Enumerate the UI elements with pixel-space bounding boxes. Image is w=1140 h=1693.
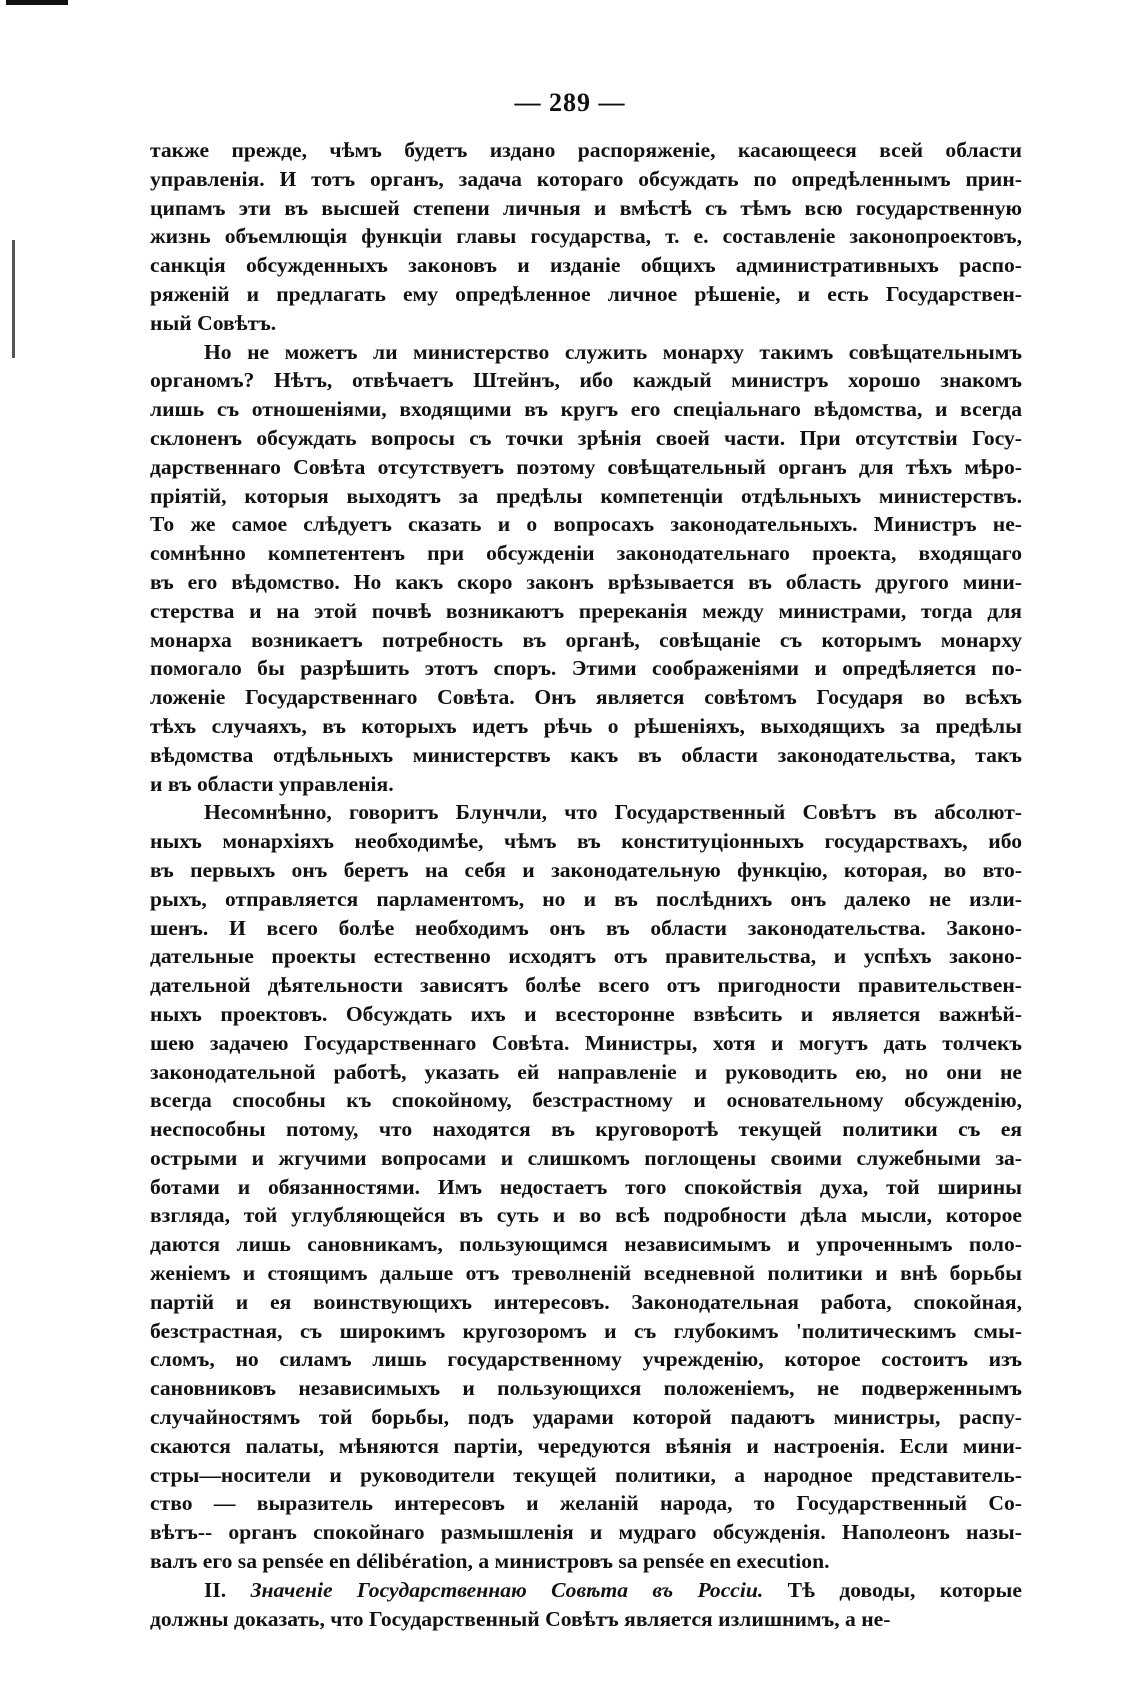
text-line: ство — выразитель интересовъ и желаній народа, то Государственный Со- <box>150 1491 1022 1516</box>
text-line: ботами и обязанностями. Имъ недостаетъ того спокойствія духа, той ширины <box>150 1174 1022 1199</box>
text-line: острыми и жгучими вопросами и слишкомъ поглощены своими служебными за- <box>150 1145 1022 1170</box>
text-line: ряженій и предлагать ему опредѣленное личное рѣшеніе, и есть Государствен- <box>150 281 1022 306</box>
text-line: ный Совѣтъ. <box>150 310 277 335</box>
text-line: стерства и на этой почвѣ возникаютъ пререканія между министрами, тогда для <box>150 598 1022 623</box>
text-line: въ его вѣдомство. Но какъ скоро законъ врѣзывается въ область другого мини- <box>150 569 1022 594</box>
text-line: ныхъ проектовъ. Обсуждать ихъ и всесторонне взвѣсить и является важнѣй- <box>150 1001 1022 1026</box>
section-title: Значеніе Государственнаю Совѣта въ Россіи. <box>250 1577 764 1602</box>
text-line: стры—носители и руководители текущей политики, а народное представитель- <box>150 1462 1022 1487</box>
section-number: II. <box>204 1577 227 1602</box>
text-line: даются лишь сановникамъ, пользующимся независимымъ и упроченнымъ поло- <box>150 1232 1022 1257</box>
text-line: рыхъ, отправляется парламентомъ, но и въ послѣднихъ онъ далеко не изли- <box>150 886 1022 911</box>
text-line: шею задачею Государственнаго Совѣта. Министры, хотя и могутъ дать толчекъ <box>150 1030 1022 1055</box>
paragraph-1 <box>150 136 1022 338</box>
text-line: То же самое слѣдуетъ сказать и о вопросахъ законодательныхъ. Министръ не- <box>150 512 1022 537</box>
text-line: управленія. И тотъ органъ, задача котораго обсуждать по опредѣленнымъ прин- <box>150 166 1022 191</box>
text-line: пріятій, которыя выходятъ за предѣлы компетенціи отдѣльныхъ министерствъ. <box>150 483 1022 508</box>
text-line: монарха возникаетъ потребность въ органѣ, совѣщаніе съ которымъ монарху <box>150 627 1022 652</box>
text-line: ципамъ эти въ высшей степени личныя и вмѣстѣ съ тѣмъ всю государственную <box>150 195 1022 220</box>
text-line: ныхъ монархіяхъ необходимѣе, чѣмъ въ конституціонныхъ государствахъ, ибо <box>150 829 1022 854</box>
text-line: дарственнаго Совѣта отсутствуетъ поэтому совѣщательный органъ для тѣхъ мѣро- <box>150 454 1022 479</box>
text-line: безстрастная, съ широкимъ кругозоромъ и съ глубокимъ 'политическимъ смы- <box>150 1318 1022 1343</box>
text-line: должны доказать, что Государственный Совѣтъ является излишнимъ, а не- <box>150 1606 891 1631</box>
text-line: случайностямъ той борьбы, подъ ударами которой падаютъ министры, распу- <box>150 1405 1022 1430</box>
text-line: дательные проекты естественно исходятъ отъ правительства, и успѣхъ законо- <box>150 944 1022 969</box>
text-line: законодательной работѣ, указать ей направленіе и руководить ею, но они не <box>150 1059 1022 1084</box>
scan-edge-mark <box>6 0 68 5</box>
text-line: дательной дѣятельности зависятъ болѣе всего отъ пригодности правительствен- <box>150 973 1022 998</box>
section-text: Тѣ доводы, которые <box>787 1577 1022 1602</box>
text-line: также прежде, чѣмъ будетъ издано распоряженіе, касающееся всей области <box>150 138 1022 162</box>
text-line: ложеніе Государственнаго Совѣта. Онъ является совѣтомъ Государя во всѣхъ <box>150 685 1022 710</box>
paragraph-2 <box>150 338 1022 799</box>
text-line: помогало бы разрѣшить этотъ споръ. Этими соображеніями и опредѣляется по- <box>150 656 1022 681</box>
text-line: скаются палаты, мѣняются партіи, чередуются вѣянія и настроенія. Если мини- <box>150 1433 1022 1458</box>
paragraph-3 <box>150 798 1022 1576</box>
page-number: — 289 — <box>514 88 626 117</box>
text-line: сановниковъ независимыхъ и пользующихся положеніемъ, не подверженнымъ <box>150 1376 1022 1401</box>
text-line: взгляда, той углубляющейся въ суть и во всѣ подробности дѣла мысли, которое <box>150 1203 1022 1228</box>
text-line: сломъ, но силамъ лишь государственному учрежденію, которое состоитъ изъ <box>150 1347 1022 1372</box>
scan-margin-mark <box>12 240 15 358</box>
text-line: тѣхъ случаяхъ, въ которыхъ идетъ рѣчь о рѣшеніяхъ, выходящихъ за предѣлы <box>150 713 1022 738</box>
section-2-start <box>150 1576 1022 1634</box>
text-line: жизнь объемлющія функціи главы государства, т. е. составленіе законопроектовъ, <box>150 224 1022 249</box>
text-line: и въ области управленія. <box>150 771 394 796</box>
text-line: Но не можетъ ли министерство служить монарху такимъ совѣщательнымъ <box>204 339 1022 364</box>
text-line: органомъ? Нѣтъ, отвѣчаетъ Штейнъ, ибо каждый министръ хорошо знакомъ <box>150 368 1022 393</box>
page-body <box>150 136 1022 1633</box>
text-line: въ первыхъ онъ беретъ на себя и законодательную функцію, которая, во вто- <box>150 857 1022 882</box>
text-line: шенъ. И всего болѣе необходимъ онъ въ области законодательства. Законо- <box>150 915 1022 940</box>
text-line: вѣтъ-- органъ спокойнаго размышленія и мудраго обсужденія. Наполеонъ назы- <box>150 1520 1022 1545</box>
text-line: сомнѣнно компетентенъ при обсужденіи законодательнаго проекта, входящаго <box>150 541 1022 566</box>
text-line: женіемъ и стоящимъ дальше отъ треволненій вседневной политики и внѣ борьбы <box>150 1261 1022 1286</box>
text-line: Несомнѣнно, говоритъ Блунчли, что Государственный Совѣтъ въ абсолют- <box>204 800 1022 825</box>
text-line: лишь съ отношеніями, входящими въ кругъ его спеціальнаго вѣдомства, и всегда <box>150 397 1022 422</box>
section-heading-line <box>150 1576 1022 1605</box>
text-line: партій и ея воинствующихъ интересовъ. Законодательная работа, спокойная, <box>150 1289 1022 1314</box>
text-line: вѣдомства отдѣльныхъ министерствъ какъ въ области законодательства, такъ <box>150 742 1022 767</box>
text-line: всегда способны къ спокойному, безстрастному и основательному обсужденію, <box>150 1088 1022 1113</box>
text-line: неспособны потому, что находятся въ круговоротѣ текущей политики съ ея <box>150 1117 1022 1142</box>
text-line: санкція обсужденныхъ законовъ и изданіе общихъ административныхъ распо- <box>150 253 1022 278</box>
text-line: валъ его sa pensée en délibération, а министровъ sa pensée en execution. <box>150 1549 830 1574</box>
text-line: склоненъ обсуждать вопросы съ точки зрѣнія своей части. При отсутствіи Госу- <box>150 425 1022 450</box>
